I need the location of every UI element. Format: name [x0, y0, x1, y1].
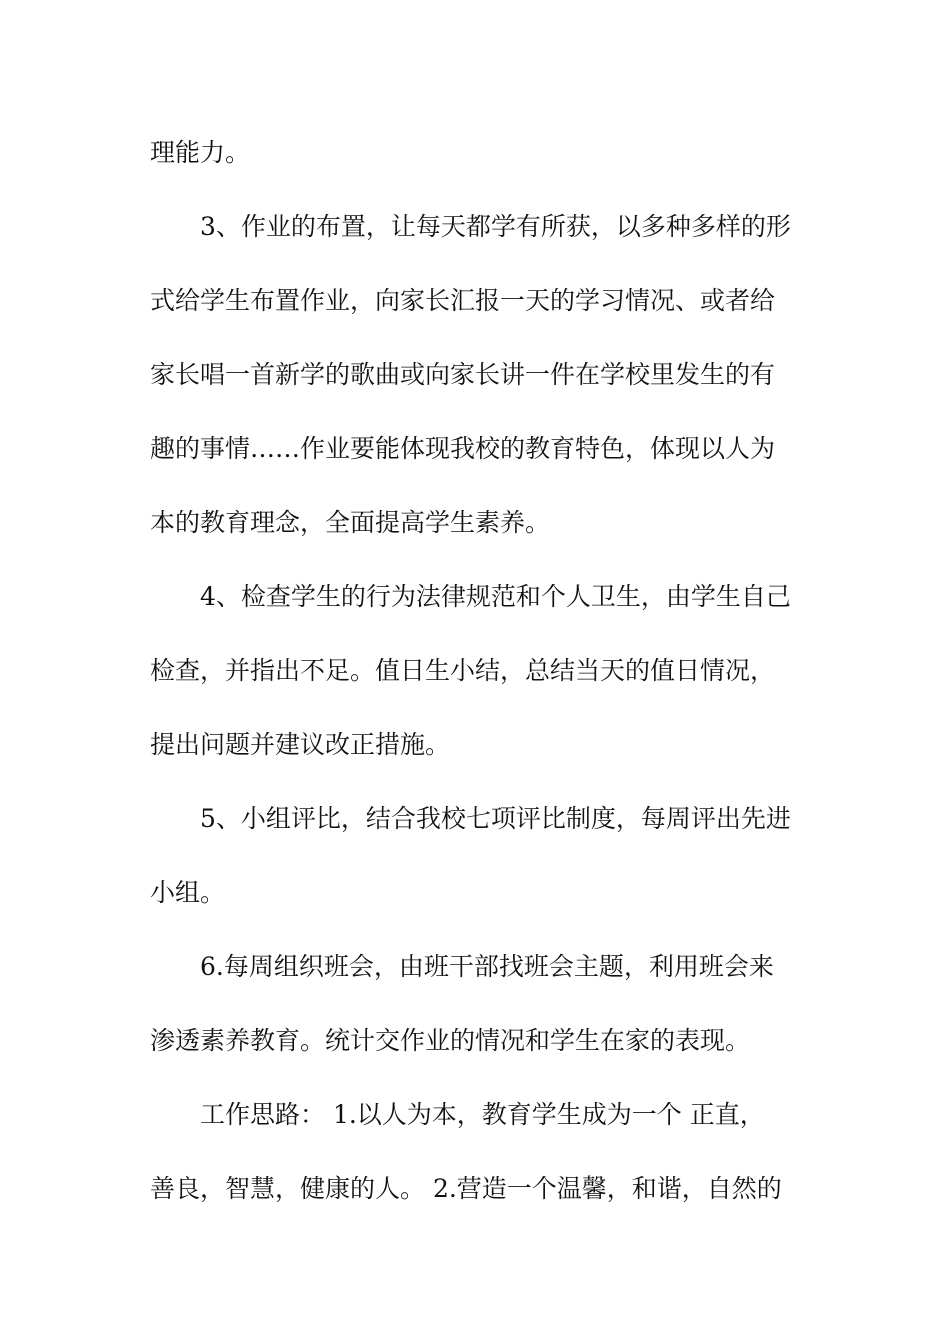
text-line: 家长唱一首新学的歌曲或向家长讲一件在学校里发生的有: [150, 360, 776, 389]
text-line: 式给学生布置作业，向家长汇报一天的学习情况、或者给: [150, 286, 776, 315]
text-line: 工作思路： 1.以人为本，教育学生成为一个 正直，: [200, 1100, 765, 1129]
text-line: 渗透素养教育。统计交作业的情况和学生在家的表现。: [150, 1026, 751, 1055]
text-line: 善良，智慧，健康的人。 2.营造一个温馨，和谐，自然的: [150, 1174, 782, 1203]
text-line: 理能力。: [150, 138, 251, 167]
text-line: 检查，并指出不足。值日生小结，总结当天的值日情况，: [150, 656, 776, 685]
text-line: 小组。: [150, 878, 226, 907]
text-line: 本的教育理念，全面提高学生素养。: [150, 508, 551, 537]
text-line: 3、作业的布置，让每天都学有所获，以多种多样的形: [200, 212, 791, 241]
text-line: 6.每周组织班会，由班干部找班会主题，利用班会来: [200, 952, 774, 981]
text-line: 提出问题并建议改正措施。: [150, 730, 451, 759]
document-body: [150, 116, 810, 1226]
text-line: 5、小组评比，结合我校七项评比制度，每周评出先进: [200, 804, 791, 833]
text-line: 4、检查学生的行为法律规范和个人卫生，由学生自己: [200, 582, 791, 611]
text-line: 趣的事情……作业要能体现我校的教育特色，体现以人为: [150, 434, 776, 463]
